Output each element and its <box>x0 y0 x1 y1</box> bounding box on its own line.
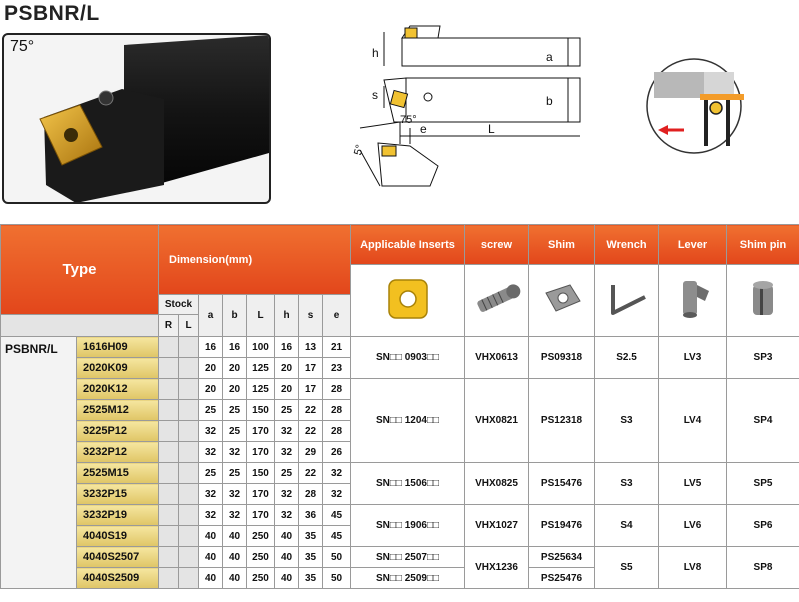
dim-cell: 25 <box>223 400 247 421</box>
dim-cell: 45 <box>323 505 351 526</box>
wrench-cell: S4 <box>595 505 659 547</box>
dim-cell: 35 <box>299 568 323 589</box>
stock-r-cell <box>159 505 179 526</box>
shim-pin-cell: SP6 <box>727 505 799 547</box>
table-row <box>1 337 799 358</box>
wrench-icon <box>595 265 659 337</box>
shim-pin-cell: SP8 <box>727 547 799 589</box>
dim-cell: 20 <box>199 379 223 400</box>
dim-cell: 25 <box>199 463 223 484</box>
dim-cell: 32 <box>223 484 247 505</box>
dim-cell: 32 <box>223 442 247 463</box>
screw-cell: VHX0825 <box>465 463 529 505</box>
dim-cell: 32 <box>275 484 299 505</box>
dim-cell: 40 <box>223 547 247 568</box>
shim-pin-cell: SP3 <box>727 337 799 379</box>
dim-cell: 20 <box>223 358 247 379</box>
dim-cell: 20 <box>223 379 247 400</box>
screw-cell: VHX0821 <box>465 379 529 463</box>
model-cell: 4040S2507 <box>77 547 159 568</box>
dim-cell: 40 <box>199 526 223 547</box>
header-dim-s: s <box>299 295 323 337</box>
lever-cell: LV6 <box>659 505 727 547</box>
model-cell: 3232P12 <box>77 442 159 463</box>
dim-cell: 25 <box>275 400 299 421</box>
stock-l-cell <box>179 568 199 589</box>
header-wrench: Wrench <box>595 225 659 265</box>
dim-cell: 25 <box>199 400 223 421</box>
header-dimension: Dimension(mm) <box>159 225 351 295</box>
dim-cell: 28 <box>299 484 323 505</box>
header-type: Type <box>1 225 159 315</box>
dim-cell: 32 <box>199 421 223 442</box>
dim-cell: 170 <box>247 421 275 442</box>
dim-cell: 40 <box>275 568 299 589</box>
stock-r-cell <box>159 358 179 379</box>
stock-r-cell <box>159 484 179 505</box>
insert-cell: SN□□ 1906□□ <box>351 505 465 547</box>
dim-label-angle-75: 75° <box>400 114 417 126</box>
insert-cell: SN□□ 2509□□ <box>351 568 465 589</box>
dim-cell: 50 <box>323 568 351 589</box>
model-cell: 1616H09 <box>77 337 159 358</box>
wrench-cell: S3 <box>595 379 659 463</box>
stock-r-cell <box>159 379 179 400</box>
insert-detail-view <box>644 56 744 156</box>
dim-cell: 32 <box>223 505 247 526</box>
dim-cell: 25 <box>223 463 247 484</box>
stock-l-cell <box>179 547 199 568</box>
stock-r-cell <box>159 337 179 358</box>
dim-cell: 32 <box>199 505 223 526</box>
lever-icon <box>659 265 727 337</box>
stock-l-cell <box>179 463 199 484</box>
dim-cell: 125 <box>247 358 275 379</box>
stock-l-cell <box>179 526 199 547</box>
header-stock-r: R <box>159 315 179 337</box>
dim-cell: 32 <box>323 484 351 505</box>
wrench-cell: S5 <box>595 547 659 589</box>
photo-angle-label: 75° <box>10 38 35 55</box>
insert-cell: SN□□ 2507□□ <box>351 547 465 568</box>
dim-cell: 45 <box>323 526 351 547</box>
dim-cell: 170 <box>247 505 275 526</box>
stock-r-cell <box>159 442 179 463</box>
dim-cell: 20 <box>199 358 223 379</box>
header-dim-h: h <box>275 295 299 337</box>
dim-cell: 50 <box>323 547 351 568</box>
stock-l-cell <box>179 421 199 442</box>
shim-cell: PS09318 <box>529 337 595 379</box>
dim-cell: 32 <box>199 484 223 505</box>
model-cell: 4040S19 <box>77 526 159 547</box>
dim-cell: 40 <box>275 547 299 568</box>
dim-cell: 28 <box>323 400 351 421</box>
tool-holder-illustration <box>4 35 269 202</box>
dim-cell: 20 <box>275 358 299 379</box>
model-cell: 4040S2509 <box>77 568 159 589</box>
dim-cell: 32 <box>275 505 299 526</box>
product-photo <box>2 33 271 204</box>
dim-cell: 250 <box>247 526 275 547</box>
type-name: PSBNR/L <box>1 337 77 589</box>
screw-cell: VHX1236 <box>465 547 529 589</box>
header-applicable-inserts: Applicable Inserts <box>351 225 465 265</box>
dim-cell: 40 <box>199 547 223 568</box>
dim-cell: 40 <box>199 568 223 589</box>
dim-label-L: L <box>488 122 495 136</box>
dim-cell: 22 <box>299 400 323 421</box>
stock-r-cell <box>159 400 179 421</box>
model-cell: 3232P15 <box>77 484 159 505</box>
dim-cell: 32 <box>275 442 299 463</box>
dim-cell: 170 <box>247 484 275 505</box>
stock-l-cell <box>179 505 199 526</box>
table-row <box>1 379 799 400</box>
page-title: PSBNR/L <box>4 2 100 25</box>
dim-label-e: e <box>420 122 427 136</box>
model-cell: 2525M12 <box>77 400 159 421</box>
header-shim-pin: Shim pin <box>727 225 799 265</box>
stock-l-cell <box>179 442 199 463</box>
wrench-cell: S2.5 <box>595 337 659 379</box>
insert-cell: SN□□ 0903□□ <box>351 337 465 379</box>
table-row <box>1 505 799 526</box>
stock-r-cell <box>159 421 179 442</box>
header-stock: Stock <box>159 295 199 315</box>
dim-cell: 40 <box>223 568 247 589</box>
header-screw: screw <box>465 225 529 265</box>
model-cell: 2020K12 <box>77 379 159 400</box>
dim-cell: 20 <box>275 379 299 400</box>
dim-cell: 35 <box>299 547 323 568</box>
dim-cell: 32 <box>275 421 299 442</box>
dim-cell: 170 <box>247 442 275 463</box>
dim-cell: 25 <box>275 463 299 484</box>
header-dim-a: a <box>199 295 223 337</box>
header-shim: Shim <box>529 225 595 265</box>
header-dim-b: b <box>223 295 247 337</box>
stock-r-cell <box>159 547 179 568</box>
stock-r-cell <box>159 463 179 484</box>
dim-label-a: a <box>546 50 553 64</box>
stock-r-cell <box>159 526 179 547</box>
dim-cell: 250 <box>247 547 275 568</box>
stock-l-cell <box>179 358 199 379</box>
insert-cell: SN□□ 1204□□ <box>351 379 465 463</box>
lever-cell: LV5 <box>659 463 727 505</box>
dim-cell: 17 <box>299 358 323 379</box>
shim-cell: PS15476 <box>529 463 595 505</box>
dim-cell: 16 <box>199 337 223 358</box>
lever-cell: LV4 <box>659 379 727 463</box>
lever-cell: LV8 <box>659 547 727 589</box>
dim-cell: 36 <box>299 505 323 526</box>
table-row <box>1 547 799 568</box>
model-cell: 2525M15 <box>77 463 159 484</box>
dim-cell: 32 <box>323 463 351 484</box>
shim-cell: PS25634 <box>529 547 595 568</box>
screw-icon <box>465 265 529 337</box>
insert-detail-drawing <box>644 56 744 156</box>
dim-cell: 28 <box>323 379 351 400</box>
dim-cell: 40 <box>275 526 299 547</box>
dim-cell: 250 <box>247 568 275 589</box>
dim-cell: 22 <box>299 421 323 442</box>
shim-pin-icon <box>727 265 799 337</box>
dim-cell: 32 <box>199 442 223 463</box>
table-row <box>1 463 799 484</box>
dim-label-b: b <box>546 94 553 108</box>
dim-cell: 25 <box>223 421 247 442</box>
dim-cell: 125 <box>247 379 275 400</box>
dim-cell: 150 <box>247 463 275 484</box>
insert-cell: SN□□ 1506□□ <box>351 463 465 505</box>
shim-cell: PS19476 <box>529 505 595 547</box>
shim-pin-cell: SP4 <box>727 379 799 463</box>
header-lever: Lever <box>659 225 727 265</box>
dimension-diagram <box>340 18 590 203</box>
screw-cell: VHX1027 <box>465 505 529 547</box>
dim-cell: 23 <box>323 358 351 379</box>
dim-cell: 26 <box>323 442 351 463</box>
stock-l-cell <box>179 337 199 358</box>
dim-cell: 35 <box>299 526 323 547</box>
dim-cell: 21 <box>323 337 351 358</box>
dim-cell: 150 <box>247 400 275 421</box>
shim-cell: PS25476 <box>529 568 595 589</box>
dim-cell: 13 <box>299 337 323 358</box>
lever-cell: LV3 <box>659 337 727 379</box>
shim-pin-cell: SP5 <box>727 463 799 505</box>
dim-cell: 28 <box>323 421 351 442</box>
dim-cell: 100 <box>247 337 275 358</box>
dim-cell: 16 <box>275 337 299 358</box>
model-cell: 2020K09 <box>77 358 159 379</box>
header-stock-l: L <box>179 315 199 337</box>
stock-l-cell <box>179 379 199 400</box>
dim-label-s: s <box>372 88 378 102</box>
model-cell: 3225P12 <box>77 421 159 442</box>
dim-cell: 22 <box>299 463 323 484</box>
spec-table <box>0 224 799 594</box>
stock-r-cell <box>159 568 179 589</box>
dim-cell: 16 <box>223 337 247 358</box>
screw-cell: VHX0613 <box>465 337 529 379</box>
shim-icon <box>529 265 595 337</box>
stock-l-cell <box>179 400 199 421</box>
insert-icon <box>351 265 465 337</box>
header-dim-L: L <box>247 295 275 337</box>
dim-label-h: h <box>372 46 379 60</box>
model-cell: 3232P19 <box>77 505 159 526</box>
stock-l-cell <box>179 484 199 505</box>
wrench-cell: S3 <box>595 463 659 505</box>
dim-cell: 40 <box>223 526 247 547</box>
dim-label-angle-5: 5° <box>352 143 367 157</box>
dim-cell: 29 <box>299 442 323 463</box>
shim-cell: PS12318 <box>529 379 595 463</box>
header-dim-e: e <box>323 295 351 337</box>
dim-cell: 17 <box>299 379 323 400</box>
